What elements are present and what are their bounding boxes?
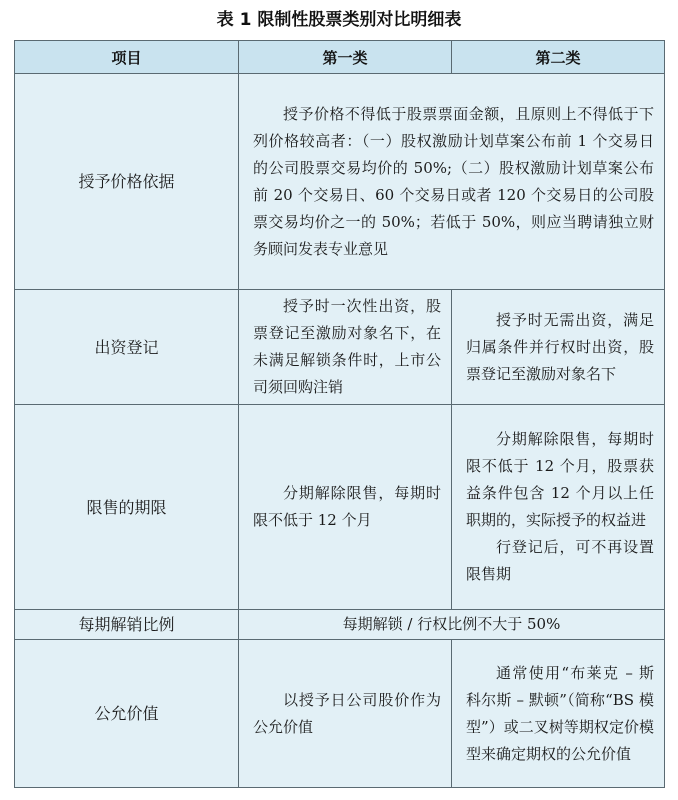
fair-value-type2-cell	[452, 640, 665, 788]
lockup-type2-cell	[452, 405, 665, 610]
table-title: 表 1 限制性股票类别对比明细表	[216, 10, 462, 30]
row-capital	[15, 290, 665, 405]
fair-value-type1-cell	[239, 640, 452, 788]
capital-type2-cell	[452, 290, 665, 405]
row-fair-value	[15, 640, 665, 788]
fair-value-type1-text: 以授予日公司股价作为公允价值	[253, 690, 441, 736]
capital-type1-cell	[239, 290, 452, 405]
lockup-type1-text: 分期解除限售，每期时限不低于 12 个月	[253, 484, 441, 529]
capital-type1-text: 授予时一次性出资，股票登记至激励对象名下，在未满足解锁条件时，上市公司须回购注销	[253, 297, 441, 396]
row-label-lockup: 限售的期限	[15, 405, 239, 610]
capital-type2-text: 授予时无需出资，满足归属条件并行权时出资，股票登记至激励对象名下	[466, 310, 654, 383]
row-label-capital: 出资登记	[15, 290, 239, 405]
lockup-type2-text-1: 分期解除限售，每期时限不低于 12 个月，股票获益条件包含 12 个月以上任职期的，实际授予的权益进	[466, 430, 654, 529]
header-row	[15, 41, 665, 74]
comparison-table	[14, 40, 665, 788]
header-item: 项目	[15, 41, 239, 74]
lockup-type1-cell	[239, 405, 452, 610]
ratio-text: 每期解锁 / 行权比例不大于 50%	[239, 610, 665, 640]
grant-price-basis-text	[239, 74, 665, 290]
row-lockup	[15, 405, 665, 610]
header-type1: 第一类	[239, 41, 452, 74]
row-label-grant-price: 授予价格依据	[15, 74, 239, 290]
lockup-type2-text-2: 行登记后，可不再设置限售期	[466, 538, 654, 583]
row-grant-price	[15, 74, 665, 290]
row-label-fair-value: 公允价值	[15, 640, 239, 788]
grant-price-paragraph: 授予价格不得低于股票票面金额，且原则上不得低于下列价格较高者：（一）股权激励计划草案公布前 1 个交易日的公司股票交易均价的 50%;（二）股权激励计划草案公布前 20 个交易日、60 个交易日或者 120 个交易日的公司股票交易均价之一的 50%；若低于 50%，则应当聘请独立财务顾问发表专业意见	[253, 104, 654, 258]
fair-value-type2-text: 通常使用“布莱克 – 斯科尔斯 – 默顿”（简称“BS 模型”）或二叉树等期权定价模型来确定期权的公允价值	[466, 663, 654, 763]
row-ratio	[15, 610, 665, 640]
row-label-ratio: 每期解销比例	[15, 610, 239, 640]
header-type2: 第二类	[452, 41, 665, 74]
